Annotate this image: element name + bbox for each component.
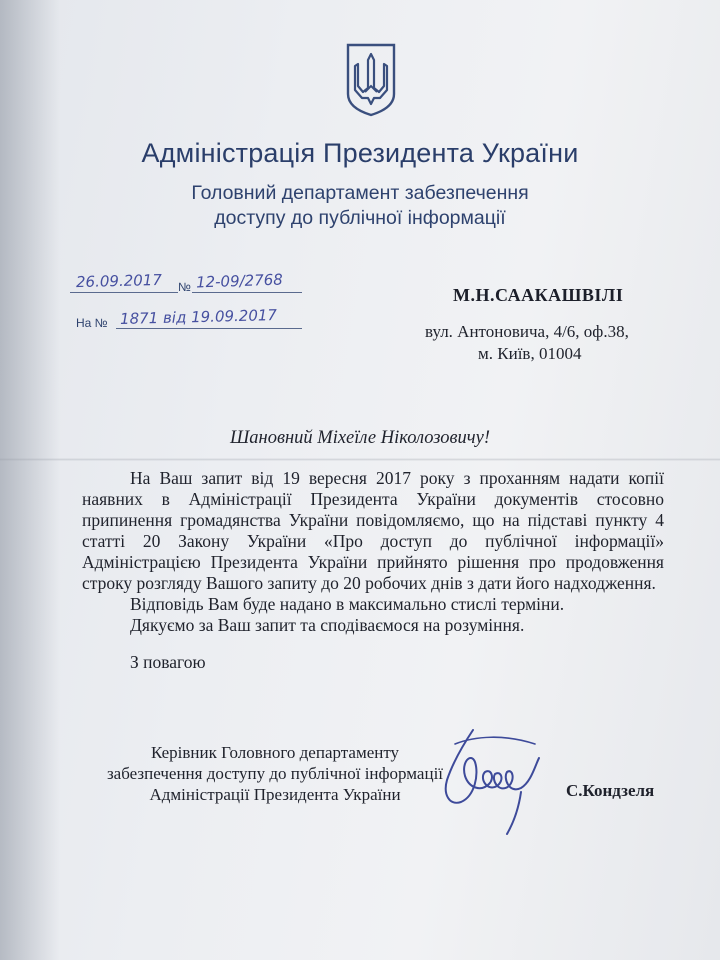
department-line-2: доступу до публічної інформації (214, 207, 506, 229)
outgoing-number-label: № (178, 280, 191, 294)
recipient-address-line-2: м. Київ, 01004 (478, 344, 582, 363)
paper-fold (0, 458, 720, 461)
recipient-address-line-1: вул. Антоновича, 4/6, оф.38, (425, 322, 629, 341)
incoming-number-label: На № (76, 316, 108, 330)
incoming-reference: 1871 від 19.09.2017 (119, 305, 278, 329)
letter-greeting: Шановний Міхеїле Ніколозовичу! (229, 428, 491, 448)
signer-name: С.Кондзеля (566, 781, 655, 800)
letter-closing: З повагою (130, 652, 206, 672)
body-paragraph-3: Дякуємо за Ваш запит та сподіваємося на розуміння. (130, 615, 525, 635)
body-paragraph-1: На Ваш запит від 19 вересня 2017 року з проханням надати копії наявних в Адміністрації Президента України документів стосовно припинення громадянства України повідомляємо, що на підставі пункту 4 статті 20 Закону України «Про доступ до публічної інформації» Адміністрацією Президента України прийнято рішення про продовження строку розгляду Вашого запиту до 20 робочих днів з дати його надходження. (82, 468, 664, 593)
handwritten-signature-icon (435, 722, 565, 842)
signer-title-line-3: Адміністрації Президента України (149, 785, 401, 804)
signer-title (105, 742, 445, 805)
page-title: Адміністрація Президента України (141, 138, 579, 168)
incoming-reference-line (116, 328, 302, 329)
letter-body (82, 468, 664, 636)
outgoing-date: 26.09.2017 (75, 270, 163, 292)
outgoing-date-line (70, 292, 178, 293)
recipient-name: М.Н.СААКАШВІЛІ (453, 285, 624, 305)
outgoing-number: 12-09/2768 (195, 270, 284, 292)
signer-title-line-1: Керівник Головного департаменту (150, 743, 400, 762)
department-line-1: Головний департамент забезпечення (191, 182, 529, 204)
outgoing-number-line (192, 292, 302, 293)
body-paragraph-2: Відповідь Вам буде надано в максимально стислі терміни. (130, 594, 565, 614)
signer-title-line-2: забезпечення доступу до публічної інформації (106, 764, 444, 783)
trident-coat-of-arms-icon (345, 42, 397, 118)
